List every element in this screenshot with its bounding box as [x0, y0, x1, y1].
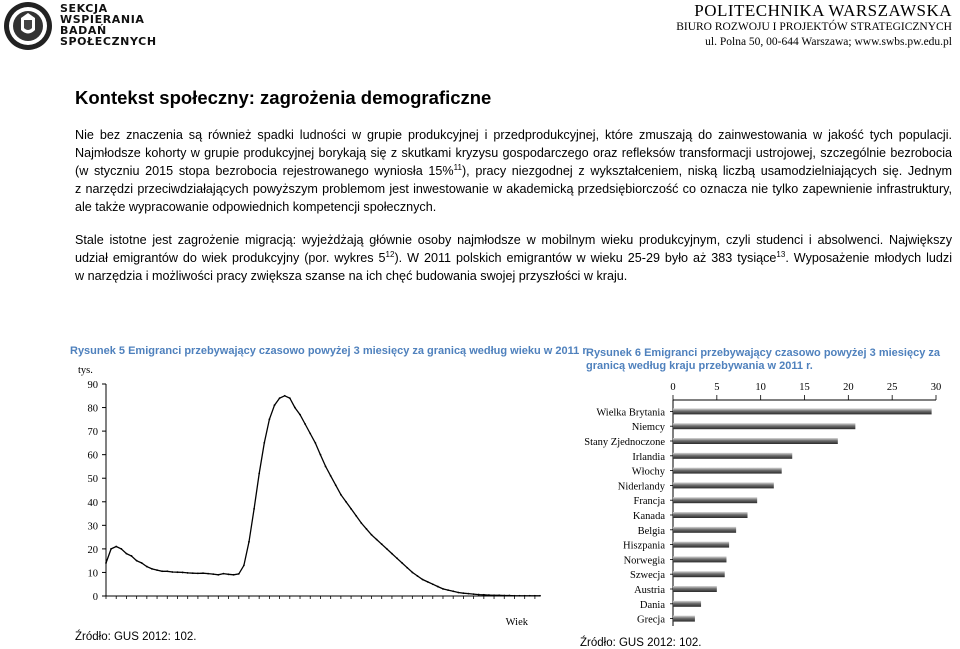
data-point: [217, 574, 219, 576]
footnote-ref[interactable]: 13: [776, 250, 786, 259]
data-point: [258, 473, 260, 475]
data-point: [248, 541, 250, 543]
data-point: [406, 567, 408, 569]
bar: [673, 497, 757, 503]
data-point: [279, 397, 281, 399]
series-line: [106, 396, 540, 596]
footnote-ref[interactable]: 11: [453, 163, 462, 172]
category-label: Dania: [639, 599, 665, 611]
data-point: [304, 423, 306, 425]
text-line: Stale istotne jest zagrożenie migracją: wyjeżdżają głównie osoby najmłodsze w mobilnym wieku produkcyjnym, czyli studenci i absolwenci. Największy: [75, 233, 952, 247]
data-point: [146, 566, 148, 568]
y-tick-label: 50: [87, 474, 98, 486]
category-label: Austria: [634, 585, 665, 596]
bar: [673, 468, 782, 474]
data-point: [503, 595, 505, 597]
data-point: [381, 543, 383, 545]
data-point: [136, 560, 138, 562]
data-point: [187, 572, 189, 574]
data-point: [110, 548, 112, 550]
bar: [673, 408, 932, 414]
category-label: Niderlandy: [617, 481, 665, 493]
y-tick-label: 60: [87, 450, 98, 462]
text-line: [75, 162, 952, 180]
logo-line: WSPIERANIA: [60, 13, 145, 26]
text-segment: ). W 2011 polskich emigrantów w wieku 25-29 było aż 383 tysiące: [394, 251, 777, 265]
y-tick-label: 70: [87, 427, 98, 439]
bar: [673, 482, 774, 488]
bar: [673, 556, 726, 562]
bar: [673, 453, 792, 459]
data-point: [171, 571, 173, 573]
figure-5-source: Źródło: GUS 2012: 102.: [75, 631, 197, 643]
data-point: [452, 590, 454, 592]
y-tick-label: 90: [87, 380, 98, 391]
category-label: Irlandia: [632, 451, 665, 463]
bar: [673, 438, 838, 444]
figure-6-source: Źródło: GUS 2012: 102.: [580, 637, 702, 649]
category-label: Wielka Brytania: [596, 407, 665, 419]
data-point: [422, 579, 424, 581]
data-point: [243, 564, 245, 566]
swbs-logo: [0, 0, 180, 52]
logo-line: SEKCJA: [60, 2, 108, 15]
data-point: [177, 571, 179, 573]
data-point: [309, 433, 311, 435]
data-point: [391, 553, 393, 555]
data-point: [274, 404, 276, 406]
data-point: [432, 583, 434, 585]
data-point: [115, 546, 117, 548]
logo-line: SPOŁECZNYCH: [60, 35, 157, 48]
data-point: [508, 595, 510, 597]
data-point: [320, 454, 322, 456]
text-line: [75, 249, 952, 267]
y-tick-label: 0: [92, 592, 98, 603]
data-point: [289, 397, 291, 399]
data-point: [156, 569, 158, 571]
data-point: [463, 592, 465, 594]
bar: [673, 586, 717, 592]
data-point: [166, 570, 168, 572]
data-point: [350, 508, 352, 510]
data-point: [120, 548, 122, 550]
y-tick-label: 20: [87, 544, 98, 556]
data-point: [457, 592, 459, 594]
data-point: [524, 595, 526, 597]
paragraph-migration: [75, 231, 952, 285]
data-point: [105, 562, 107, 564]
data-point: [360, 522, 362, 524]
data-point: [335, 484, 337, 486]
x-tick-label: 15: [799, 382, 810, 393]
y-tick-label: 40: [87, 497, 98, 509]
age-line-chart: [60, 358, 550, 630]
data-point: [498, 594, 500, 596]
data-point: [228, 573, 230, 575]
x-axis-label: Wiek: [505, 617, 528, 628]
text-segment: udział emigrantów do wiek produkcyjny (por. wykres 5: [75, 251, 386, 265]
data-point: [493, 594, 495, 596]
y-tick-label: 80: [87, 403, 98, 415]
data-point: [427, 581, 429, 583]
x-tick-label: 5: [714, 382, 720, 393]
page-title: Kontekst społeczny: zagrożenia demograficzne: [75, 87, 492, 108]
text-line: w narzędzia i możliwości pracy zwiększa szanse na ich chęć budowania swojej przyszłości w kraju.: [75, 269, 628, 283]
text-line: Nie bez znaczenia są również spadki ludności w grupie produkcyjnej i przedprodukcyjnej, które zmuszają do zainwestowania w jakość tych populacji.: [75, 128, 952, 142]
university-emblem-icon: [0, 0, 56, 52]
text-line: Najmłodsze kohorty w grupie produkcyjnej borykają się z skutkami kryzysu gospodarczego oraz refleksów transformacji ustrojowej, szczególnie bezrobocia: [75, 146, 952, 160]
data-point: [534, 595, 536, 597]
data-point: [468, 593, 470, 595]
data-point: [182, 572, 184, 574]
data-point: [442, 588, 444, 590]
data-point: [197, 572, 199, 574]
data-point: [330, 475, 332, 477]
data-point: [325, 466, 327, 468]
data-point: [284, 395, 286, 397]
category-label: Norwegia: [623, 555, 665, 567]
category-label: Francja: [633, 496, 665, 508]
y-tick-label: 10: [87, 568, 98, 580]
category-label: Kanada: [632, 511, 665, 522]
data-point: [268, 418, 270, 420]
data-point: [411, 572, 413, 574]
data-point: [202, 572, 204, 574]
data-point: [131, 555, 133, 557]
data-point: [299, 414, 301, 416]
bar: [673, 527, 736, 533]
bar: [673, 571, 725, 577]
category-label: Stany Zjednoczone: [584, 437, 665, 448]
data-point: [514, 595, 516, 597]
text-line: z narzędzi przeciwdziałających powyższym problemom jest inwestowanie w akademicką przedsiębiorczość co oznacza nie tylko zapewnienie infrastruktury,: [75, 182, 952, 196]
data-point: [340, 494, 342, 496]
data-point: [396, 557, 398, 559]
category-label: Niemcy: [631, 422, 665, 434]
data-point: [345, 501, 347, 503]
text-segment: (w styczniu 2015 stopa bezrobocia rejestrowanego wyniosła 15%: [75, 164, 454, 178]
x-tick-label: 30: [930, 382, 942, 393]
data-point: [161, 570, 163, 572]
paragraph-demographics: [75, 126, 952, 216]
data-point: [529, 595, 531, 597]
bar: [673, 423, 855, 429]
category-label: Belgia: [637, 525, 665, 537]
data-point: [314, 442, 316, 444]
data-point: [294, 407, 296, 409]
category-label: Włochy: [631, 466, 665, 478]
category-label: Szwecja: [630, 570, 665, 582]
data-point: [478, 594, 480, 596]
data-point: [401, 562, 403, 564]
data-point: [447, 589, 449, 591]
data-point: [151, 568, 153, 570]
data-point: [238, 573, 240, 575]
data-point: [417, 575, 419, 577]
text-segment: . Wyposażenie młodych ludzi: [785, 251, 953, 265]
data-point: [483, 594, 485, 596]
x-tick-label: 0: [670, 382, 676, 393]
text-line: ale także wypracowanie odpowiednich kompetencji społecznych.: [75, 200, 437, 214]
data-point: [223, 573, 225, 575]
data-point: [366, 528, 368, 530]
footnote-ref[interactable]: 12: [385, 250, 395, 259]
data-point: [376, 539, 378, 541]
data-point: [207, 573, 209, 575]
data-point: [263, 442, 265, 444]
bar: [673, 542, 729, 548]
data-point: [519, 595, 521, 597]
category-label: Grecja: [637, 614, 665, 626]
x-tick-label: 25: [886, 382, 898, 393]
data-point: [141, 562, 143, 564]
figure-5-caption: Rysunek 5 Emigranci przebywający czasowo powyżej 3 miesięcy za granicą według wieku w 2011 r.: [70, 345, 590, 357]
x-tick-label: 20: [843, 382, 854, 393]
logo-line: BADAŃ: [60, 24, 107, 37]
x-tick-label: 10: [755, 382, 766, 393]
data-point: [126, 553, 128, 555]
data-point: [437, 586, 439, 588]
data-point: [386, 548, 388, 550]
data-point: [233, 574, 235, 576]
bar: [673, 616, 695, 622]
bar: [673, 512, 748, 518]
data-point: [355, 515, 357, 517]
data-point: [488, 594, 490, 596]
data-point: [253, 508, 255, 510]
data-point: [371, 534, 373, 536]
institution-header: [676, 2, 952, 50]
data-point: [539, 595, 541, 597]
office-address: ul. Polna 50, 00-644 Warszawa; www.swbs.pw.edu.pl: [705, 36, 952, 48]
data-point: [192, 572, 194, 574]
office-name: BIURO ROZWOJU I PROJEKTÓW STRATEGICZNYCH: [676, 21, 952, 33]
category-label: Hiszpania: [623, 540, 665, 552]
logo-text: [60, 3, 157, 47]
y-tick-label: 30: [87, 521, 98, 533]
text-segment: ), pracy niezgodnej z wykształceniem, niską liczbą usamodzielniających się. Jednym: [461, 164, 952, 178]
data-point: [473, 593, 475, 595]
data-point: [212, 573, 214, 575]
country-bar-chart: [580, 376, 950, 630]
figure-6-caption: Rysunek 6 Emigranci przebywający czasowo powyżej 3 miesięcy za granicą według kraju przebywania w 2011 r.: [586, 347, 940, 372]
y-axis-unit: tys.: [78, 365, 93, 376]
bar: [673, 601, 701, 607]
institution-name: POLITECHNIKA WARSZAWSKA: [694, 1, 952, 20]
